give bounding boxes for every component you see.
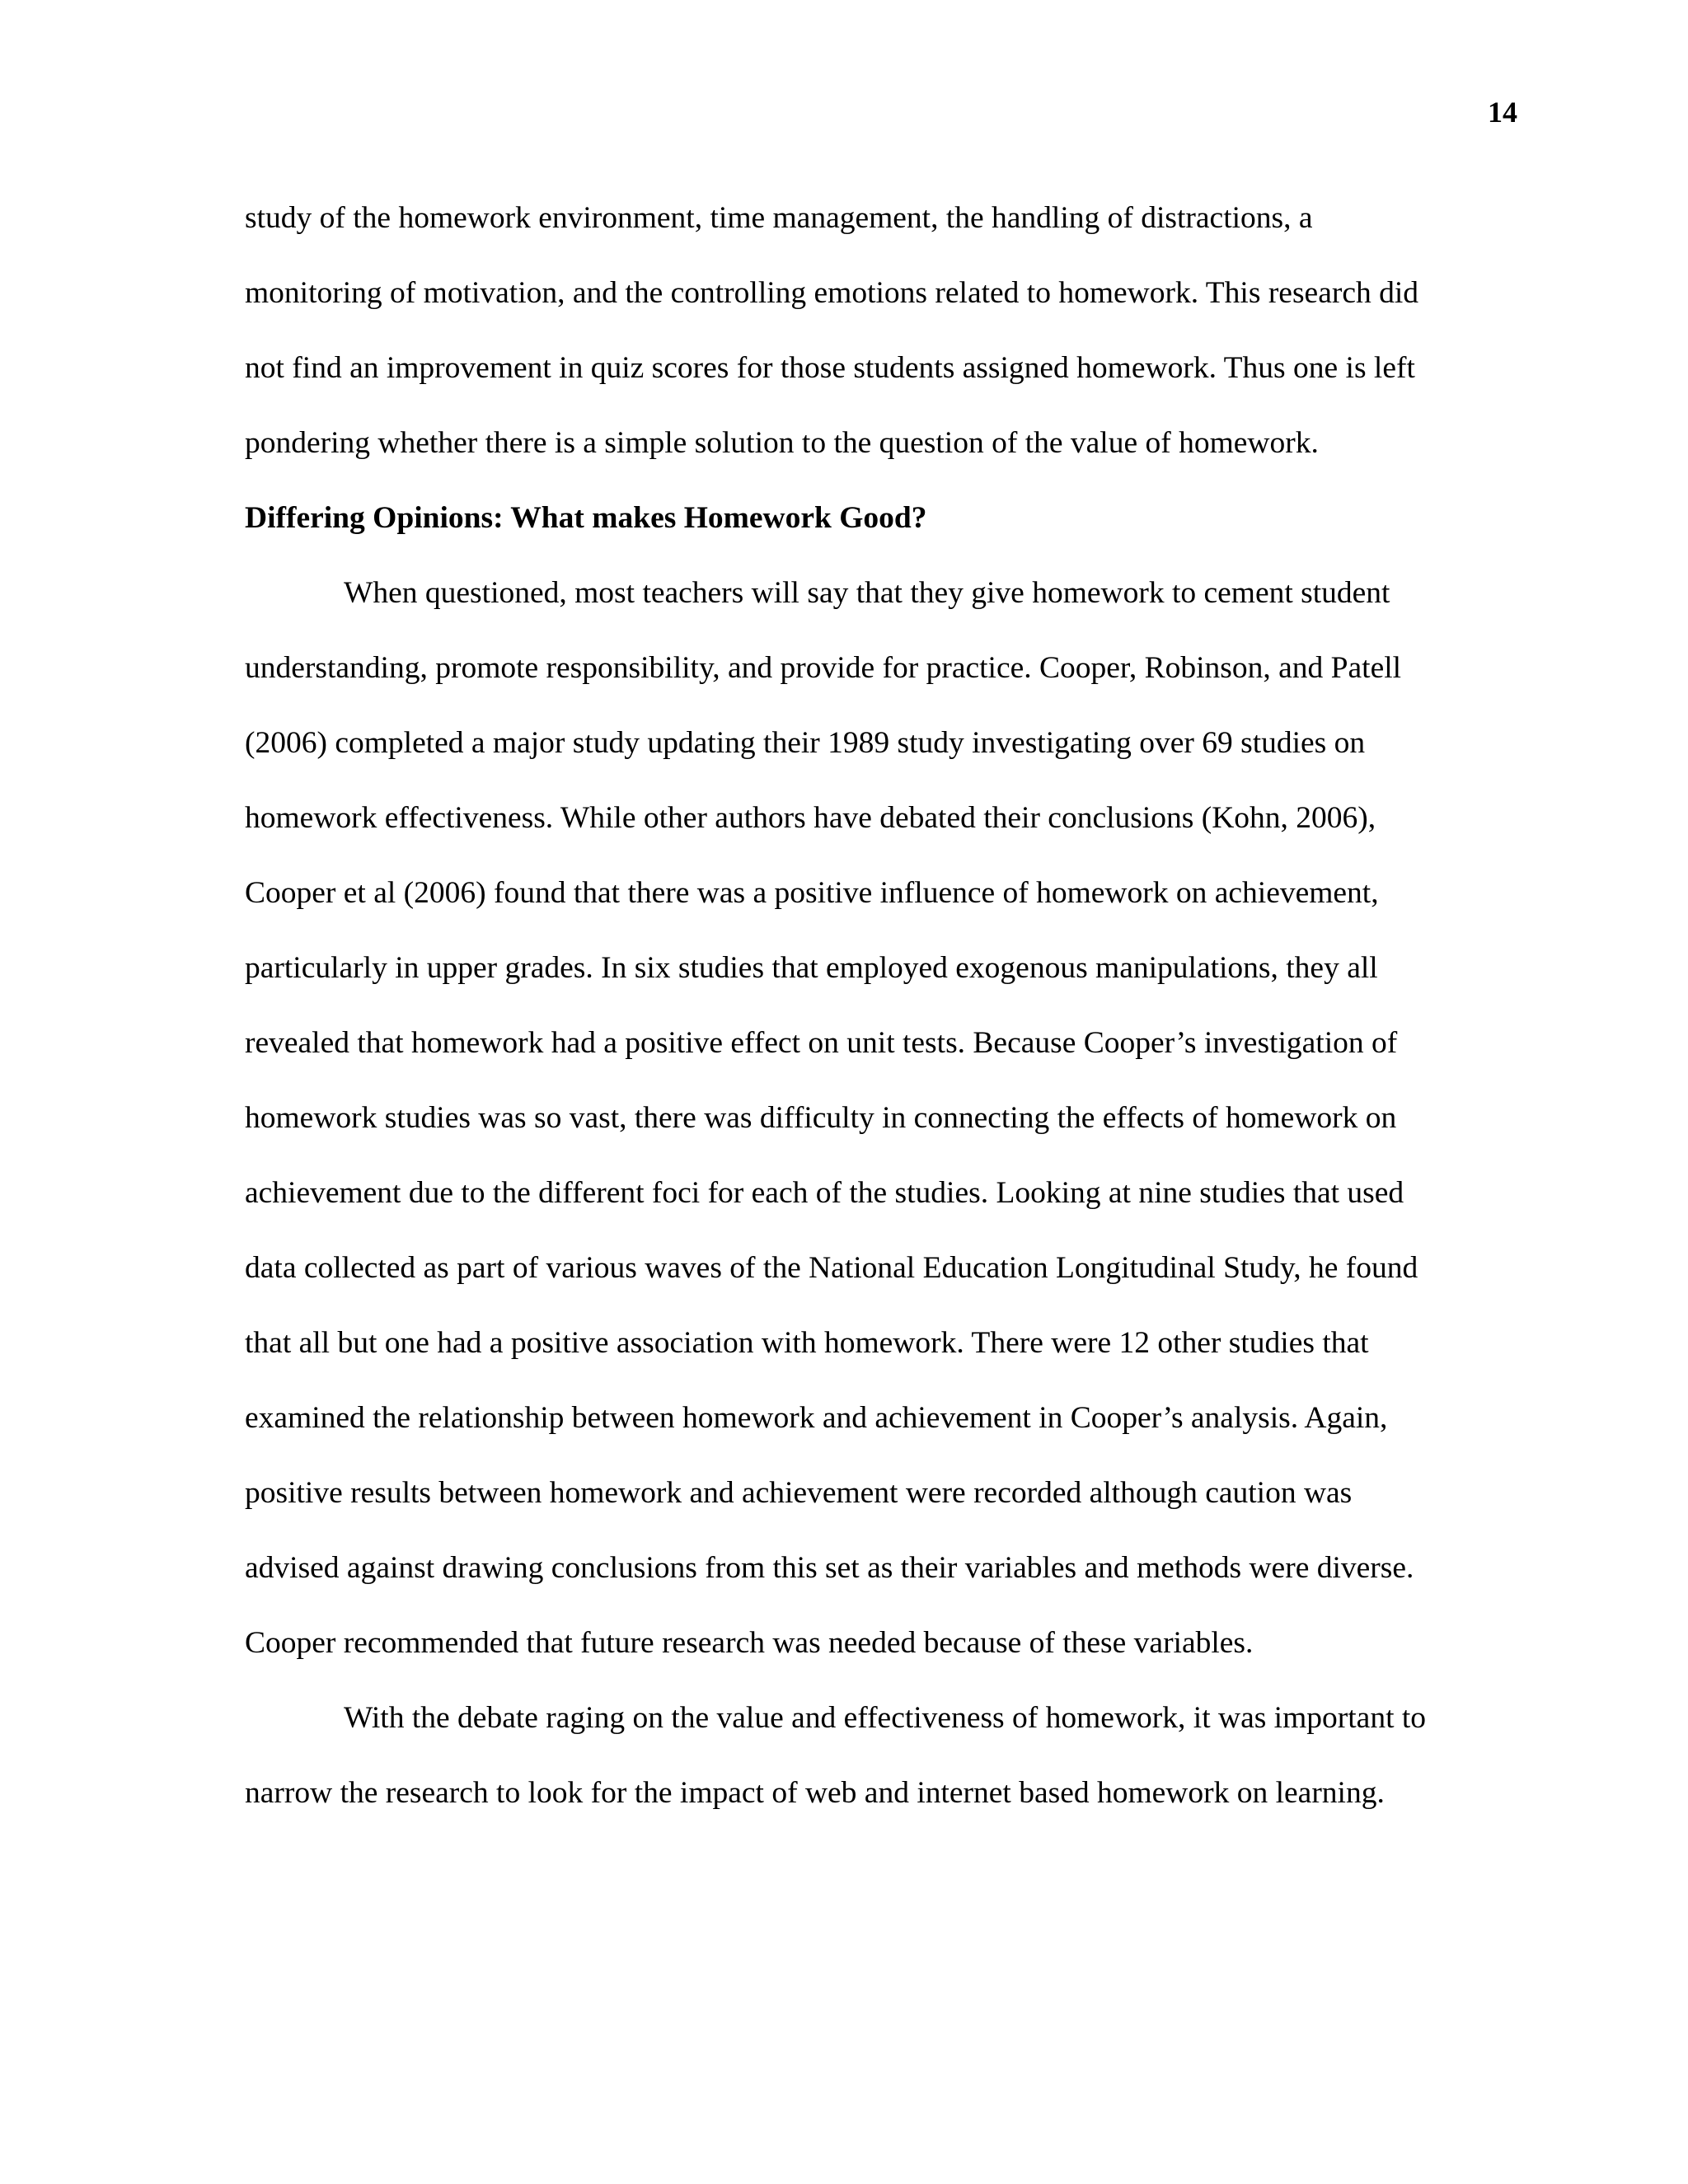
text-line: data collected as part of various waves of the National Education Longitudinal Study, he found	[245, 1251, 1418, 1285]
section-heading: Differing Opinions: What makes Homework Good?	[245, 501, 927, 535]
text-line: revealed that homework had a positive effect on unit tests. Because Cooper’s investigation of	[245, 1026, 1398, 1060]
text-line: not find an improvement in quiz scores for those students assigned homework. Thus one is left	[245, 351, 1415, 385]
text-line: homework studies was so vast, there was difficulty in connecting the effects of homework on	[245, 1101, 1397, 1135]
page-body	[245, 194, 1514, 1844]
text-line: monitoring of motivation, and the controlling emotions related to homework. This research did	[245, 276, 1419, 310]
paragraph-2	[245, 569, 1514, 1694]
paragraph-1	[245, 194, 1514, 494]
text-line: examined the relationship between homework and achievement in Cooper’s analysis. Again,	[245, 1401, 1388, 1435]
text-line: achievement due to the different foci for each of the studies. Looking at nine studies that used	[245, 1176, 1404, 1210]
text-line: narrow the research to look for the impact of web and internet based homework on learning.	[245, 1776, 1385, 1810]
text-line: advised against drawing conclusions from this set as their variables and methods were diverse.	[245, 1551, 1414, 1585]
text-line: homework effectiveness. While other authors have debated their conclusions (Kohn, 2006),	[245, 801, 1376, 835]
text-line: that all but one had a positive association with homework. There were 12 other studies that	[245, 1326, 1369, 1360]
text-line: Cooper recommended that future research was needed because of these variables.	[245, 1626, 1254, 1660]
page-number: 14	[1488, 96, 1517, 129]
paragraph-3	[245, 1694, 1514, 1844]
text-line: Cooper et al (2006) found that there was a positive influence of homework on achievement,	[245, 876, 1379, 910]
text-line: (2006) completed a major study updating their 1989 study investigating over 69 studies on	[245, 726, 1366, 760]
text-line: particularly in upper grades. In six studies that employed exogenous manipulations, they all	[245, 951, 1378, 985]
text-line: understanding, promote responsibility, and provide for practice. Cooper, Robinson, and Patell	[245, 651, 1402, 685]
text-line: positive results between homework and achievement were recorded although caution was	[245, 1476, 1353, 1510]
text-line: When questioned, most teachers will say that they give homework to cement student	[344, 576, 1390, 610]
text-line: With the debate raging on the value and effectiveness of homework, it was important to	[344, 1701, 1427, 1735]
text-line: study of the homework environment, time management, the handling of distractions, a	[245, 201, 1313, 235]
text-line: pondering whether there is a simple solution to the question of the value of homework.	[245, 426, 1319, 460]
